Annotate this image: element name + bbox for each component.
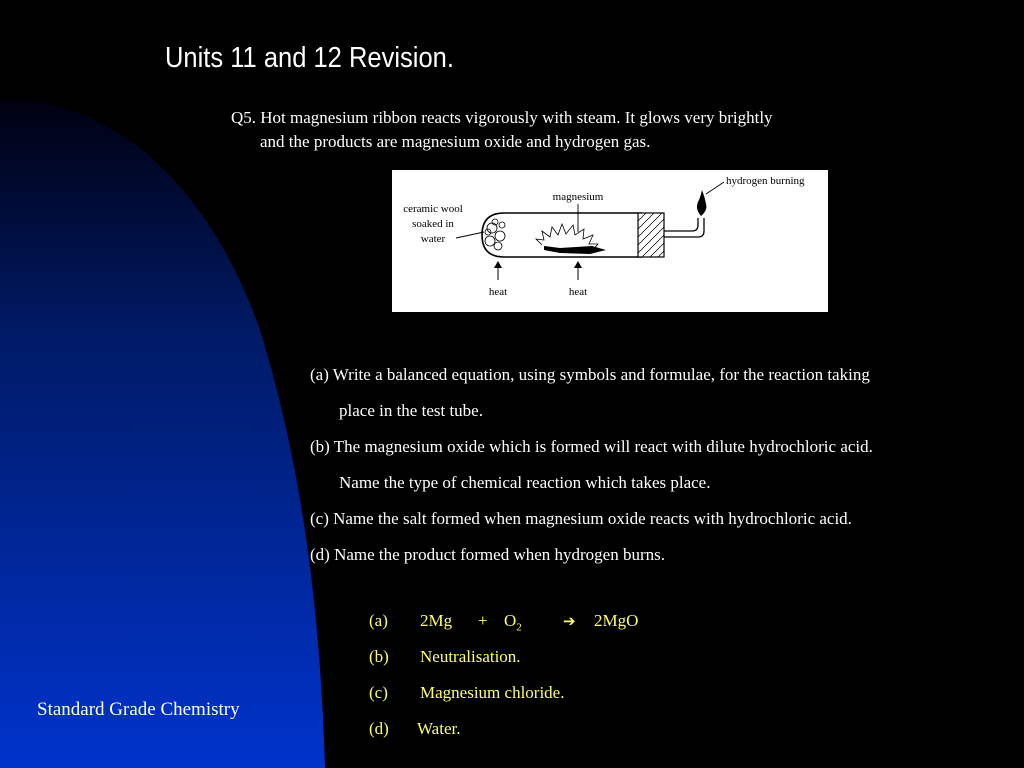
part-d: (d) Name the product formed when hydrogen burns. bbox=[310, 545, 666, 564]
ceramic-wool bbox=[485, 219, 505, 250]
answer-a-plus: + bbox=[478, 611, 488, 630]
part-b-line-1: (b) The magnesium oxide which is formed will react with dilute hydrochloric acid. bbox=[310, 437, 873, 456]
question-parts bbox=[310, 357, 1010, 573]
answer-a-reactant-2-subscript: 2 bbox=[516, 621, 522, 634]
label-soaked-in: soaked in bbox=[412, 218, 454, 230]
test-tube-diagram bbox=[392, 170, 828, 312]
hydrogen-flame bbox=[697, 190, 707, 216]
answer-b-text: Neutralisation. bbox=[420, 647, 521, 666]
part-b-line-2: Name the type of chemical reaction which takes place. bbox=[339, 473, 711, 492]
question-line-1: Q5. Hot magnesium ribbon reacts vigorously with steam. It glows very brightly bbox=[231, 108, 773, 127]
label-water: water bbox=[420, 233, 446, 245]
part-c: (c) Name the salt formed when magnesium oxide reacts with hydrochloric acid. bbox=[310, 509, 852, 528]
label-ceramic-wool: ceramic wool bbox=[403, 203, 463, 215]
label-hydrogen-burning: hydrogen burning bbox=[726, 175, 805, 187]
answer-a-product: 2MgO bbox=[594, 611, 639, 630]
answer-d-label: (d) bbox=[369, 719, 389, 738]
question-text bbox=[231, 106, 911, 154]
answer-a-label: (a) bbox=[369, 611, 388, 630]
slide-title: Units 11 and 12 Revision. bbox=[165, 42, 454, 74]
label-heat-2: heat bbox=[568, 286, 588, 298]
answer-a-reactant-2-symbol: O bbox=[504, 611, 517, 630]
answer-a-reactant-1: 2Mg bbox=[420, 611, 453, 630]
arrow-right-icon: ➔ bbox=[563, 612, 576, 630]
heat-arrow-2 bbox=[574, 261, 582, 280]
bung bbox=[638, 213, 664, 257]
part-a-line-2: place in the test tube. bbox=[339, 401, 483, 420]
part-a-line-1: (a) Write a balanced equation, using symbols and formulae, for the reaction taking bbox=[310, 365, 870, 384]
footer-text: Standard Grade Chemistry bbox=[37, 699, 240, 720]
delivery-tube bbox=[664, 218, 704, 237]
answer-b-label: (b) bbox=[369, 647, 389, 666]
answer-c-text: Magnesium chloride. bbox=[420, 683, 565, 702]
label-magnesium: magnesium bbox=[552, 191, 604, 203]
question-line-2: and the products are magnesium oxide and hydrogen gas. bbox=[260, 132, 651, 151]
answer-d-text: Water. bbox=[417, 719, 461, 738]
heat-arrow-1 bbox=[494, 261, 502, 280]
magnesium-ribbon bbox=[536, 224, 606, 254]
answer-c-label: (c) bbox=[369, 683, 388, 702]
label-heat-1: heat bbox=[488, 286, 508, 298]
